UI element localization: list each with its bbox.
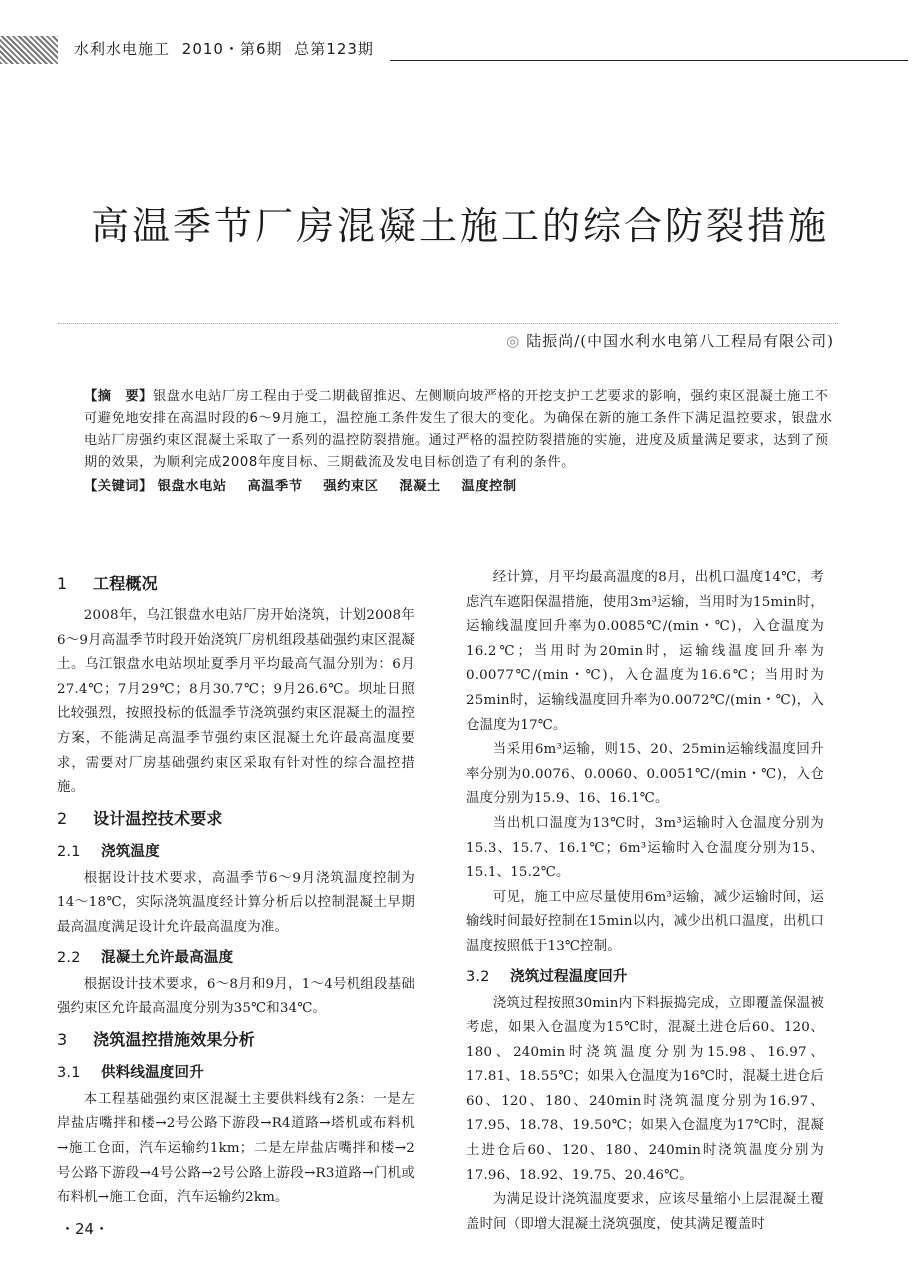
section-heading: 1 工程概况 bbox=[57, 574, 158, 593]
left-column bbox=[57, 566, 415, 1211]
journal-total-issue: 总第123期 bbox=[294, 40, 374, 58]
journal-name: 水利水电施工 bbox=[74, 40, 171, 58]
abstract-label: 【摘 要】 bbox=[84, 389, 153, 404]
keyword: 高温季节 bbox=[247, 479, 303, 494]
subsection-heading: 3.2 浇筑过程温度回升 bbox=[466, 968, 628, 985]
abstract-block bbox=[84, 386, 834, 498]
section-heading: 3 浇筑温控措施效果分析 bbox=[57, 1029, 256, 1049]
author-line bbox=[506, 330, 834, 351]
paragraph: 2008年，乌江银盘水电站厂房开始浇筑，计划2008年6～9月高温季节时段开始浇筑厂房机组段基础强约束区混凝土。乌江银盘水电站坝址夏季月平均最高气温分别为：6月27.4℃；7月29℃；8月30.7℃；9月26.6℃。坝址日照比较强烈，按照投标的低温季节浇筑强约束区混凝土的温控方案，不能满足高温季节强约束区混凝土允许最高温度要求，需要对厂房基础强约束区采取有针对性的综合温控措施。 bbox=[57, 608, 415, 796]
keywords-label: 【关键词】 bbox=[84, 479, 153, 494]
header-rule bbox=[390, 60, 908, 61]
paragraph: 本工程基础强约束区混凝土主要供料线有2条：一是左岸盐店嘴拌和楼→2号公路下游段→R4道路→塔机或布料机→施工仓面，汽车运输约1km；二是左岸盐店嘴拌和楼→2号公路下游段→4号公路→2号公路上游段→R3道路→门机或布料机→施工仓面，汽车运输约2km。 bbox=[57, 1091, 415, 1206]
author-divider bbox=[58, 323, 838, 324]
abstract bbox=[84, 386, 834, 474]
keyword: 温度控制 bbox=[461, 479, 517, 494]
keyword: 银盘水电站 bbox=[157, 479, 227, 494]
paragraph: 当采用6m³运输，则15、20、25min运输线温度回升率分别为0.0076、0.0060、0.0051℃/(min・℃)，入仓温度分别为15.9、16、16.1℃。 bbox=[466, 742, 824, 807]
subsection-heading: 3.1 供料线温度回升 bbox=[57, 1064, 204, 1081]
paragraph: 根据设计技术要求，6～8月和9月，1～4号机组段基础强约束区允许最高温度分别为35℃和34℃。 bbox=[57, 976, 415, 1017]
right-column bbox=[466, 566, 824, 1237]
section-heading: 2 设计温控技术要求 bbox=[57, 808, 223, 828]
author-text: 陆振尚/(中国水利水电第八工程局有限公司) bbox=[526, 332, 834, 350]
keyword: 混凝土 bbox=[399, 479, 441, 494]
paragraph: 根据设计技术要求，高温季节6～9月浇筑温度控制为14～18℃，实际浇筑温度经计算分析后以控制混凝土早期最高温度满足设计允许最高温度为准。 bbox=[57, 870, 415, 935]
subsection-heading: 2.1 浇筑温度 bbox=[57, 843, 160, 860]
page-number: ・24・ bbox=[60, 1220, 110, 1238]
journal-info bbox=[74, 38, 380, 59]
author-mark-icon: ◎ bbox=[506, 332, 521, 350]
keywords bbox=[84, 476, 834, 498]
keyword: 强约束区 bbox=[323, 479, 379, 494]
header-hatch-decoration bbox=[0, 36, 58, 64]
subsection-heading: 2.2 混凝土允许最高温度 bbox=[57, 949, 234, 966]
journal-issue: 2010・第6期 bbox=[181, 40, 283, 58]
article-title: 高温季节厂房混凝土施工的综合防裂措施 bbox=[90, 204, 829, 249]
paragraph: 经计算，月平均最高温度的8月，出机口温度14℃，考虑汽车遮阳保温措施，使用3m³运输，当用时为15min时，运输线温度回升率为0.0085℃/(min・℃)，入仓温度为16.2℃；当用时为20min时，运输线温度回升率为0.0077℃/(min・℃)，入仓温度为16.6℃；当用时为25min时，运输线温度回升率为0.0072℃/(min・℃)，入仓温度为17℃。 bbox=[466, 570, 824, 733]
running-header bbox=[0, 36, 920, 70]
paragraph: 当出机口温度为13℃时，3m³运输时入仓温度分别为15.3、15.7、16.1℃；6m³运输时入仓温度分别为15、15.1、15.2℃。 bbox=[466, 815, 824, 881]
paragraph: 为满足设计浇筑温度要求，应该尽量缩小上层混凝土覆盖时间（即增大混凝土浇筑强度，使其满足覆盖时 bbox=[466, 1192, 824, 1232]
paragraph: 可见，施工中应尽量使用6m³运输，减少运输时间，运输线时间最好控制在15min以内，减少出机口温度，出机口温度按照低于13℃控制。 bbox=[466, 889, 824, 954]
paragraph: 浇筑过程按照30min内下料振捣完成，立即覆盖保温被考虑，如果入仓温度为15℃时，混凝土进仓后60、120、180、240min时浇筑温度分别为15.98、16.97、17.81、18.55℃；如果入仓温度为16℃时，混凝土进仓后60、120、180、240min时浇筑温度分别为16.97、17.95、18.78、19.50℃；如果入仓温度为17℃时，混凝土进仓后60、120、180、240min时浇筑温度分别为17.96、18.92、19.75、20.46℃。 bbox=[466, 995, 824, 1183]
abstract-text: 银盘水电站厂房工程由于受二期截留推迟、左侧顺向坡严格的开挖支护工艺要求的影响，强约束区混凝土施工不可避免地安排在高温时段的6～9月施工，温控施工条件发生了很大的变化。为确保在新的施工条件下满足温控要求，银盘水电站厂房强约束区混凝土采取了一系列的温控防裂措施。通过严格的温控防裂措施的实施，进度及质量满足要求，达到了预期的效果，为顺利完成2008年度目标、三期截流及发电目标创造了有利的条件。 bbox=[84, 389, 833, 470]
